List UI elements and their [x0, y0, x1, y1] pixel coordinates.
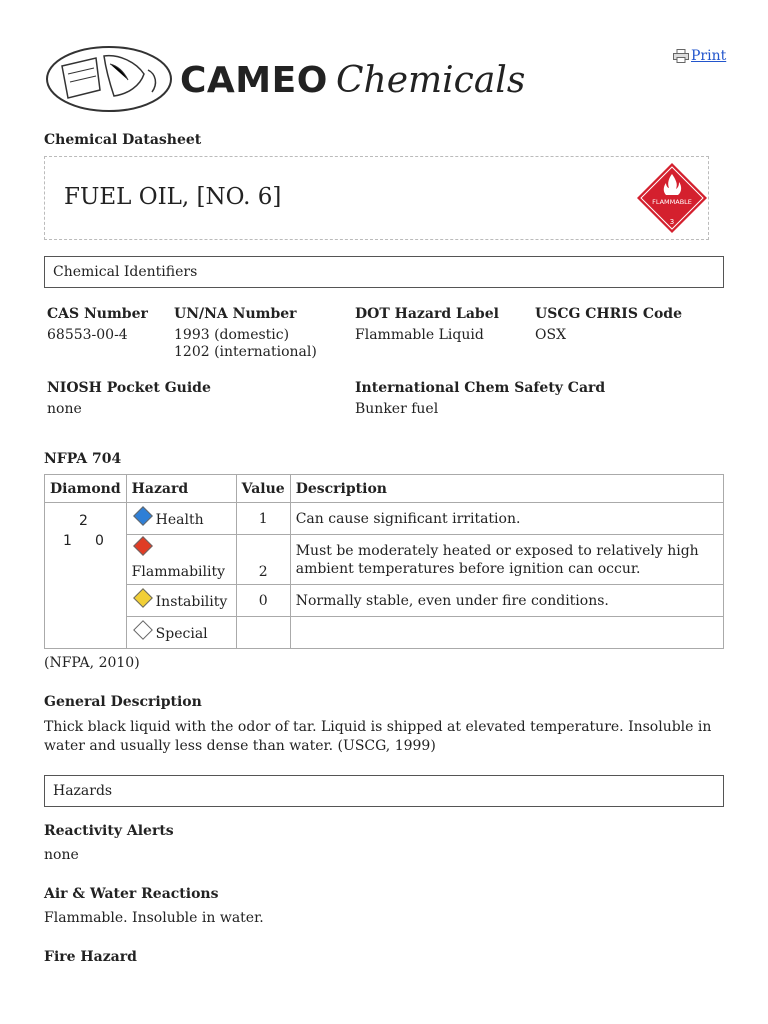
- description-cell: Must be moderately heated or exposed to relatively high ambient temperatures before ignition can occur.: [290, 535, 723, 585]
- hazard-cell: Flammability: [126, 535, 236, 585]
- air-water-label: Air & Water Reactions: [44, 886, 219, 902]
- niosh-label: NIOSH Pocket Guide: [47, 380, 211, 396]
- table-row: [45, 585, 724, 617]
- unna-value-international: 1202 (international): [174, 344, 317, 360]
- nfpa-diamond-cell: [45, 503, 127, 649]
- reactivity-value: none: [44, 847, 79, 863]
- table-row: [45, 535, 724, 585]
- nfpa-instability-number: 0: [95, 533, 104, 549]
- placard-class: 3: [669, 218, 675, 226]
- general-description-label: General Description: [44, 694, 202, 710]
- description-cell: Normally stable, even under fire conditions.: [290, 585, 723, 617]
- uscg-value: OSX: [535, 327, 567, 343]
- instability-diamond-icon: [133, 588, 153, 608]
- dot-label: DOT Hazard Label: [355, 306, 499, 322]
- print-link[interactable]: [673, 48, 726, 64]
- table-header-row: [45, 475, 724, 503]
- chemical-identifiers-header[interactable]: [44, 256, 724, 288]
- cas-value: 68553-00-4: [47, 327, 128, 343]
- icsc-value[interactable]: Bunker fuel: [355, 401, 439, 417]
- niosh-value: none: [47, 401, 82, 417]
- hazards-header[interactable]: [44, 775, 724, 807]
- nfpa-title: NFPA 704: [44, 451, 122, 467]
- value-cell: 2: [236, 535, 290, 585]
- header-description: Description: [290, 475, 723, 503]
- air-water-value: Flammable. Insoluble in water.: [44, 910, 264, 926]
- brand-name: CAMEO: [180, 60, 328, 101]
- hazard-cell: Health: [126, 503, 236, 535]
- hazard-cell: Instability: [126, 585, 236, 617]
- flammable-placard-icon: [636, 162, 708, 234]
- datasheet-label: Chemical Datasheet: [44, 132, 202, 148]
- unna-label: UN/NA Number: [174, 306, 297, 322]
- placard-text: FLAMMABLE: [652, 198, 692, 206]
- description-cell: [290, 617, 723, 649]
- reactivity-label: Reactivity Alerts: [44, 823, 174, 839]
- unna-value-domestic: 1993 (domestic): [174, 327, 290, 343]
- value-cell: 1: [236, 503, 290, 535]
- nfpa-health-number: 2: [79, 513, 88, 529]
- hazard-cell: Special: [126, 617, 236, 649]
- nfpa-flammability-number: 1: [63, 533, 72, 549]
- header-diamond: Diamond: [45, 475, 127, 503]
- table-row: [45, 503, 724, 535]
- header-hazard: Hazard: [126, 475, 236, 503]
- nfpa-citation: (NFPA, 2010): [44, 655, 140, 671]
- brand-subtitle: Chemicals: [336, 60, 526, 101]
- cas-label: CAS Number: [47, 306, 148, 322]
- section-title: Chemical Identifiers: [53, 264, 198, 280]
- table-row: [45, 617, 724, 649]
- value-cell: [236, 617, 290, 649]
- print-label: Print: [691, 48, 727, 64]
- printer-icon: [673, 49, 689, 63]
- icsc-label: International Chem Safety Card: [355, 380, 606, 396]
- header-value: Value: [236, 475, 290, 503]
- special-diamond-icon: [133, 620, 153, 640]
- chemical-name: FUEL OIL, [NO. 6]: [64, 184, 282, 210]
- flammability-diamond-icon: [133, 536, 153, 556]
- value-cell: 0: [236, 585, 290, 617]
- description-cell: Can cause significant irritation.: [290, 503, 723, 535]
- nfpa-table: [44, 474, 724, 649]
- section-title: Hazards: [53, 783, 113, 799]
- cameo-logo-icon: [44, 44, 174, 114]
- dot-value: Flammable Liquid: [355, 327, 484, 343]
- uscg-label: USCG CHRIS Code: [535, 306, 683, 322]
- general-description-text: Thick black liquid with the odor of tar. Liquid is shipped at elevated temperature. Insoluble in water and usually less dense than water. (USCG, 1999): [44, 719, 712, 754]
- health-diamond-icon: [133, 506, 153, 526]
- fire-hazard-label: Fire Hazard: [44, 949, 137, 965]
